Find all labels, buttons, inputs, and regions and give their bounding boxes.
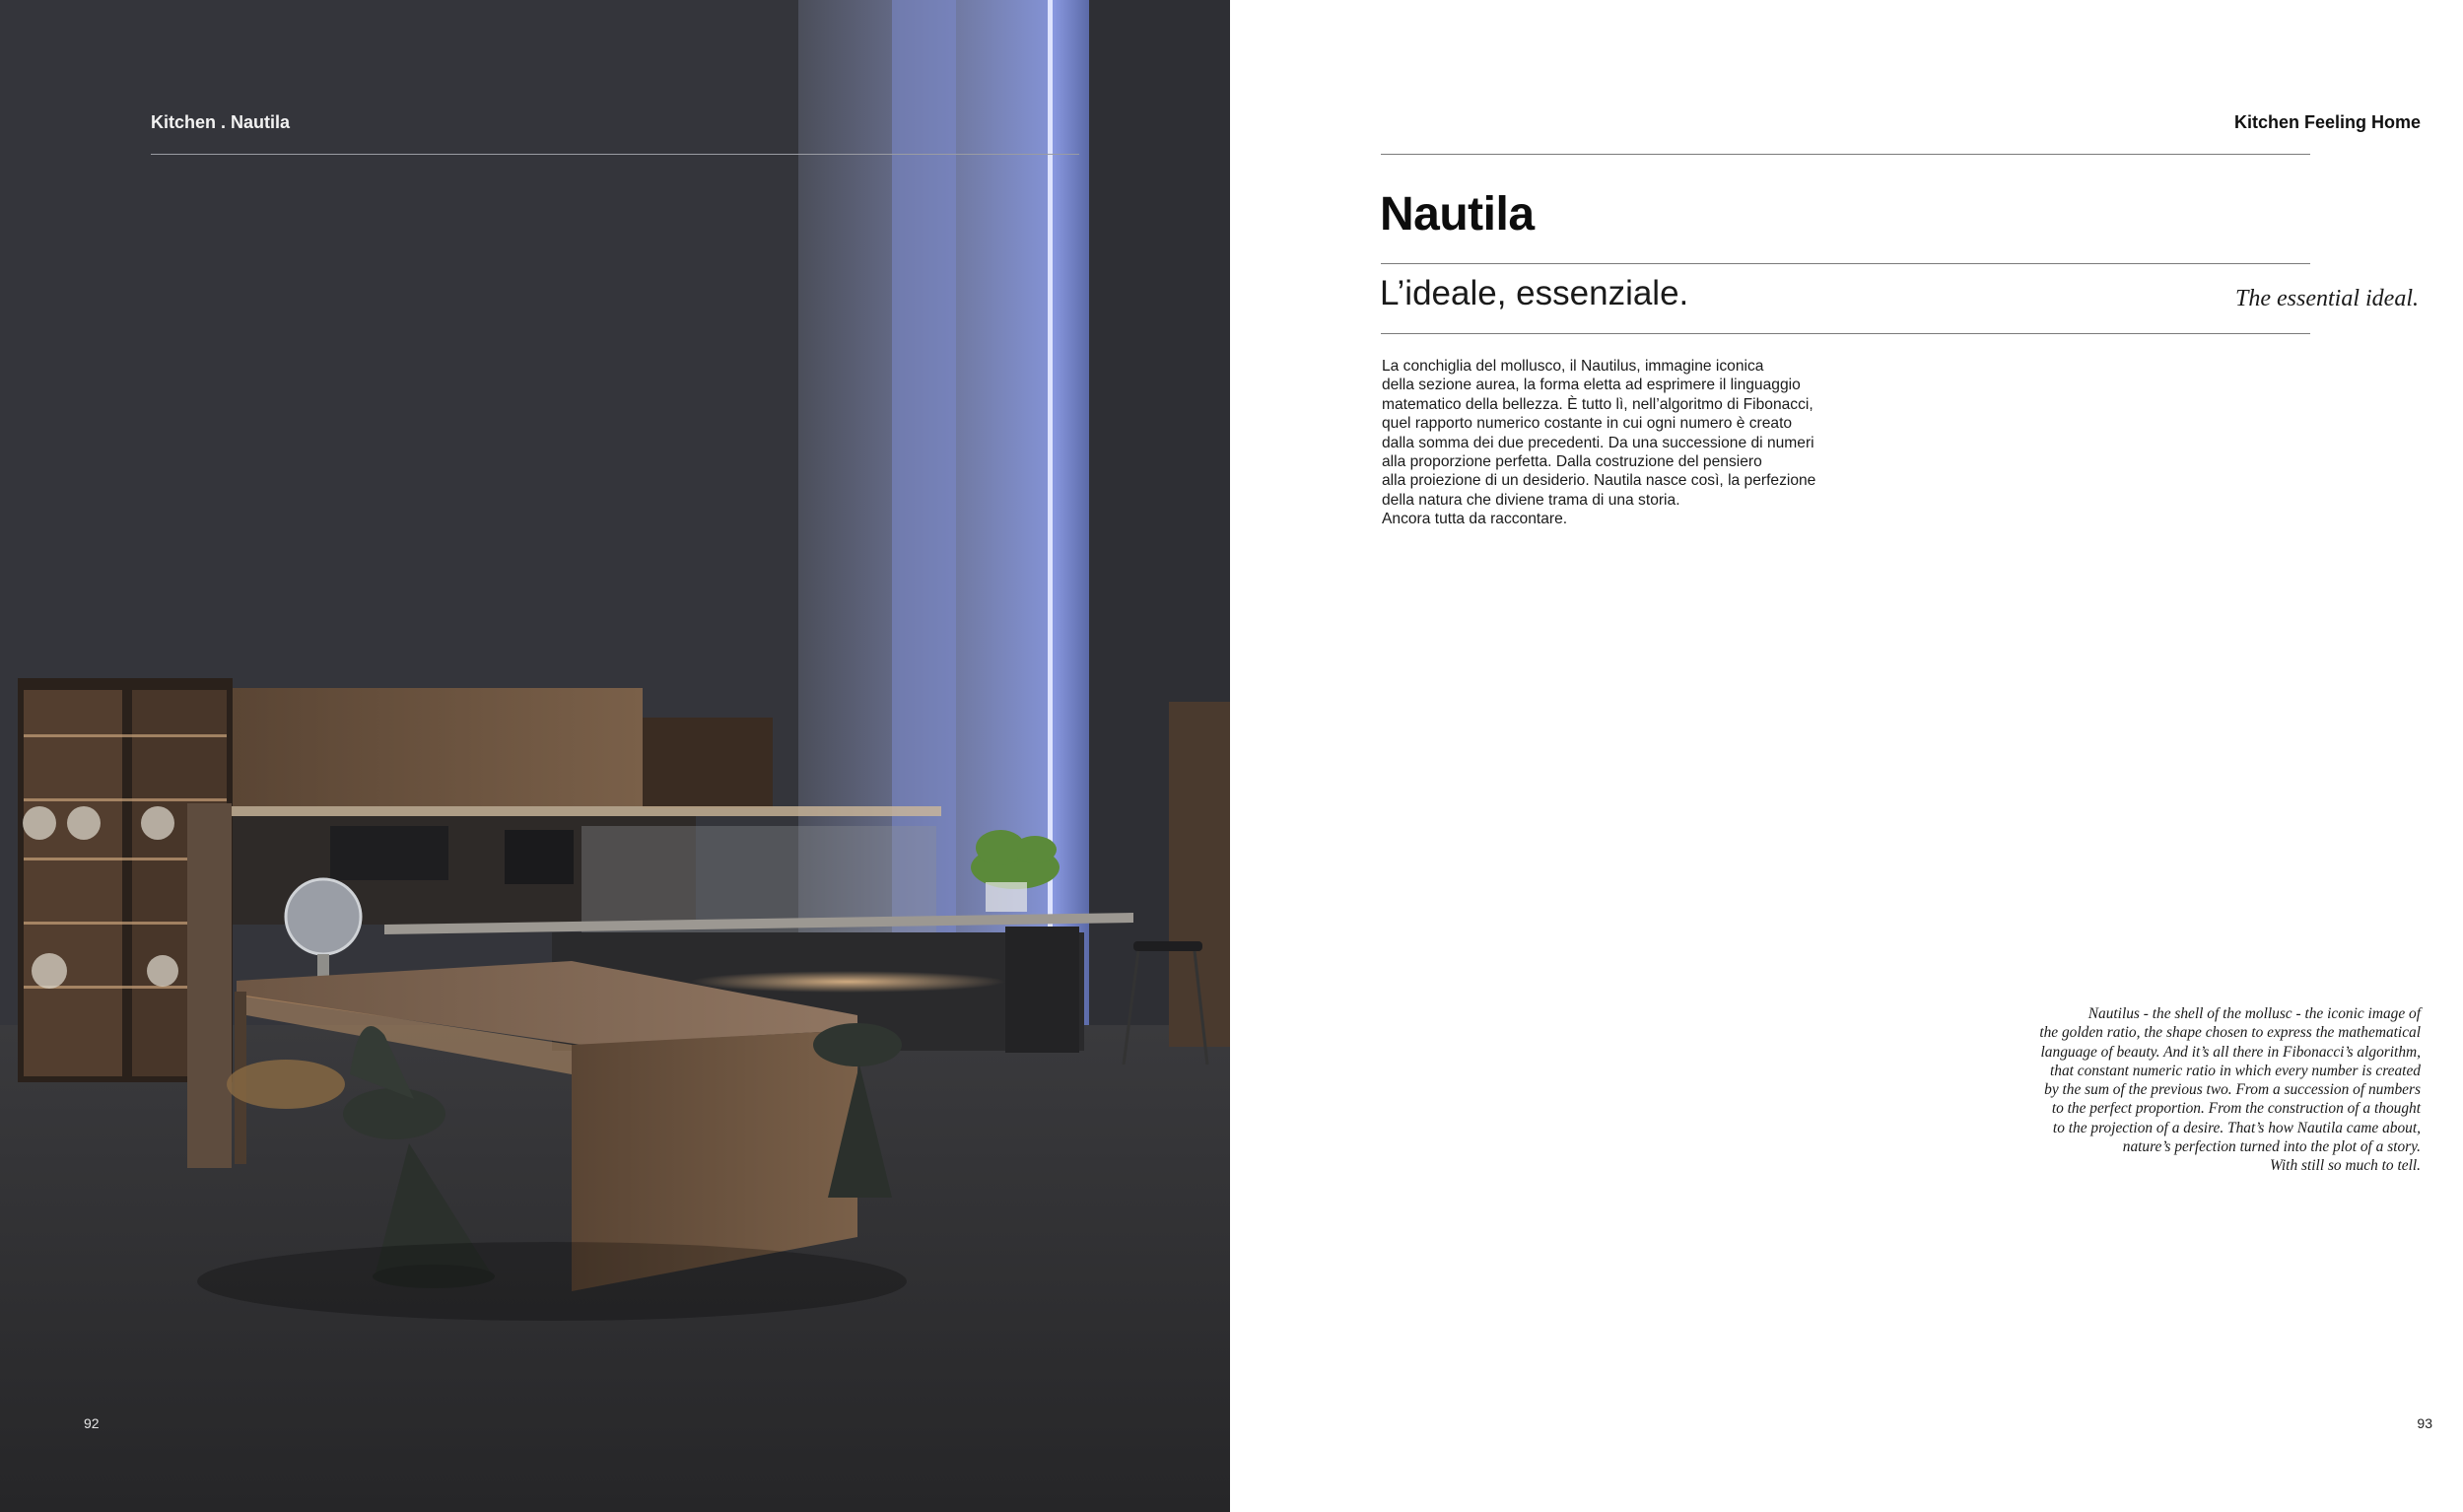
body-en-line: language of beauty. And it’s all there in Fibonacci’s algorithm, bbox=[2040, 1043, 2421, 1061]
body-text-en bbox=[1967, 1004, 2421, 1176]
running-head-left: Kitchen . Nautila bbox=[151, 112, 291, 132]
body-it-line: quel rapporto numerico costante in cui ogni numero è creato bbox=[1382, 415, 1793, 433]
header-rule-left bbox=[151, 154, 1079, 155]
body-text-it bbox=[1382, 357, 1855, 529]
body-en-line: Nautilus - the shell of the mollusc - the iconic image of bbox=[2087, 1005, 2421, 1022]
body-it-line: alla proporzione perfetta. Dalla costruzione del pensiero bbox=[1382, 453, 1762, 471]
running-head-right: Kitchen Feeling Home bbox=[2233, 112, 2421, 132]
page-number-right: 93 bbox=[2417, 1415, 2432, 1431]
right-page bbox=[1230, 0, 2463, 1512]
body-it-line: della sezione aurea, la forma eletta ad esprimere il linguaggio bbox=[1382, 377, 1801, 394]
body-it-line: alla proiezione di un desiderio. Nautila nasce così, la perfezione bbox=[1382, 472, 1816, 490]
body-en-line: With still so much to tell. bbox=[2269, 1157, 2421, 1175]
page-title: Nautila bbox=[1380, 188, 1535, 241]
body-it-line: La conchiglia del mollusco, il Nautilus, immagine iconica bbox=[1382, 358, 1764, 375]
body-en-line: by the sum of the previous two. From a succession of numbers bbox=[2044, 1081, 2421, 1099]
body-it-line: dalla somma dei due precedenti. Da una successione di numeri bbox=[1382, 434, 1814, 451]
body-en-line: to the perfect proportion. From the construction of a thought bbox=[2051, 1100, 2421, 1118]
subtitle-it: L’ideale, essenziale. bbox=[1380, 274, 1689, 312]
subtitle-rule bbox=[1381, 333, 2310, 334]
header-rule-right bbox=[1381, 154, 2310, 155]
body-en-line: to the projection of a desire. That’s how Nautila came about, bbox=[2052, 1119, 2421, 1136]
body-it-line: matematico della bellezza. È tutto lì, nell’algoritmo di Fibonacci, bbox=[1382, 395, 1813, 413]
body-en-line: the golden ratio, the shape chosen to express the mathematical bbox=[2039, 1024, 2421, 1042]
title-rule bbox=[1381, 263, 2310, 264]
body-it-line: Ancora tutta da raccontare. bbox=[1382, 511, 1568, 528]
body-en-line: nature’s perfection turned into the plot of a story. bbox=[2122, 1138, 2421, 1156]
subtitle-en: The essential ideal. bbox=[2235, 286, 2419, 311]
body-it-line: della natura che diviene trama di una storia. bbox=[1382, 491, 1680, 509]
body-en-line: that constant numeric ratio in which every number is created bbox=[2049, 1062, 2421, 1079]
page-number-left: 92 bbox=[84, 1415, 100, 1431]
left-page bbox=[0, 0, 1230, 1512]
kitchen-interior-photo bbox=[0, 0, 1230, 1512]
